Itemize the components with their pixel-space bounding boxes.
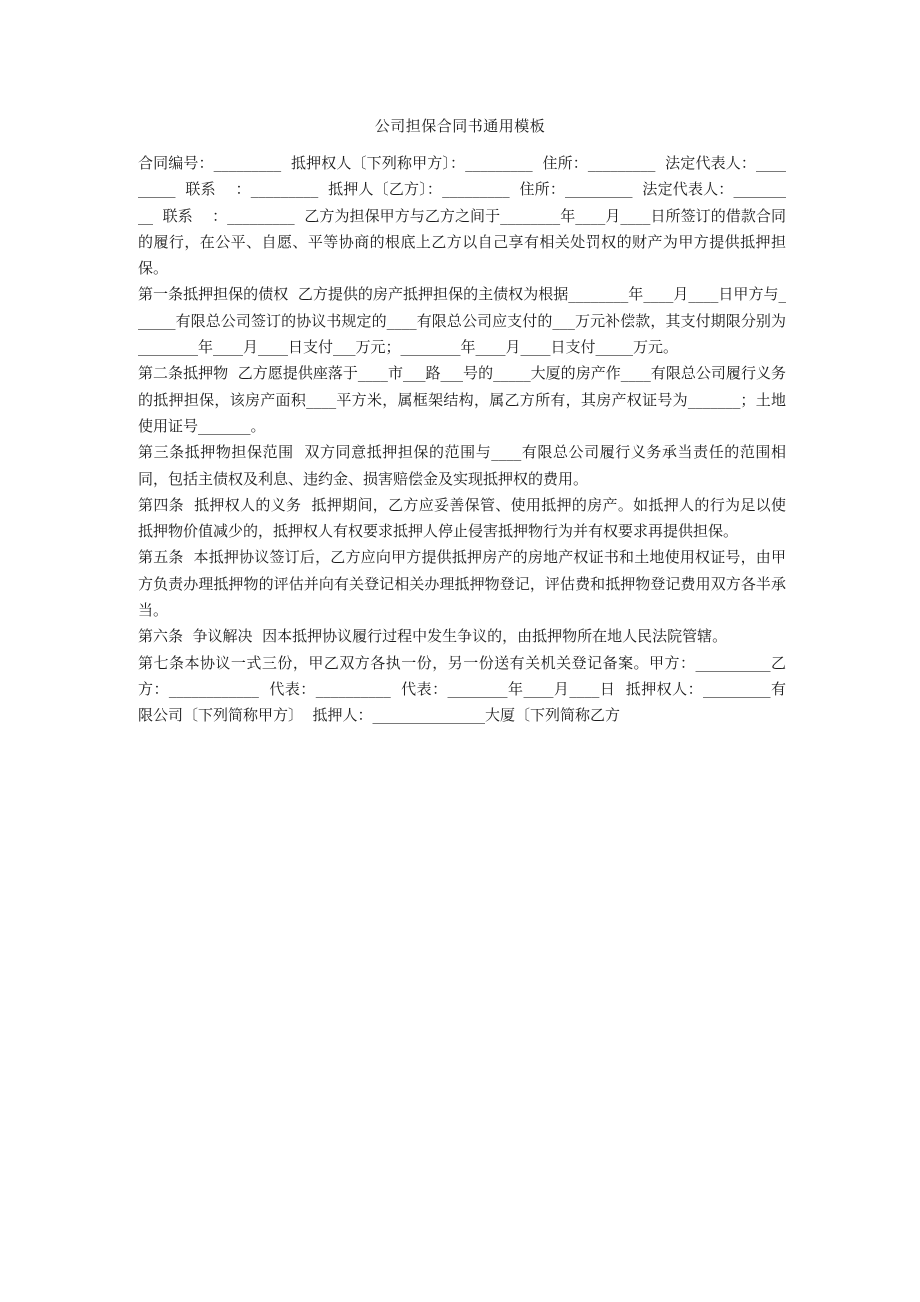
paragraph-article-5: 第五条 本抵押协议签订后，乙方应向甲方提供抵押房产的房地产权证书和土地使用权证号，由甲方负责办理抵押物的评估并向有关登记相关办理抵押物登记，评估费和抵押物登记费用双方各半承当。	[138, 548, 786, 620]
document-title: 公司担保合同书通用模板	[374, 117, 546, 135]
paragraph-article-4: 第四条 抵押权人的义务 抵押期间，乙方应妥善保管、使用抵押的房产。如抵押人的行为足以使抵押物价值减少的，抵押权人有权要求抵押人停止侵害抵押物行为并有权要求再提供担保。	[138, 495, 786, 541]
paragraph-article-2: 第二条抵押物 乙方愿提供座落于____市___路___号的_____大厦的房产作____有限总公司履行义务的抵押担保，该房产面积____平方米，属框架结构，属乙方所有，其房产权证号为_______；土地使用证号_______。	[138, 364, 786, 435]
paragraph-article-3: 第三条抵押物担保范围 双方同意抵押担保的范围与____有限总公司履行义务承当责任的范围相同，包括主债权及利息、违约金、损害赔偿金及实现抵押权的费用。	[138, 443, 786, 488]
paragraph-article-6: 第六条 争议解决 因本抵押协议履行过程中发生争议的，由抵押物所在地人民法院管辖。	[138, 627, 728, 646]
paragraph-article-1: 第一条抵押担保的债权 乙方提供的房产抵押担保的主债权为根据________年____月____日甲方与______有限总公司签订的协议书规定的____有限总公司应支付的___万元补偿款，其支付期限分别为________年____月____日支付___万元；________年____月____日支付_____万元。	[138, 285, 786, 357]
paragraph-header: 合同编号：_________ 抵押权人〔下列称甲方〕：_________ 住所：_________ 法定代表人：_________ 联系 ：_________ 抵押人〔乙方〕：_________ 住所：_________ 法定代表人：_________ 联系 ：_________ 乙方为担保甲方与乙方之间于________年____月____日所签订的借款合同的履行，在公平、自愿、平等协商的根底上乙方以自己享有相关处罚权的财产为甲方提供抵押担保。	[138, 154, 786, 278]
paragraph-article-7: 第七条本协议一式三份，甲乙双方各执一份，另一份送有关机关登记备案。甲方：__________乙方：____________ 代表：__________ 代表：________年____月____日 抵押权人：_________有限公司〔下列简称甲方〕 抵押人：_______________大厦〔下列简称乙方	[138, 653, 786, 725]
document-body	[138, 150, 786, 729]
